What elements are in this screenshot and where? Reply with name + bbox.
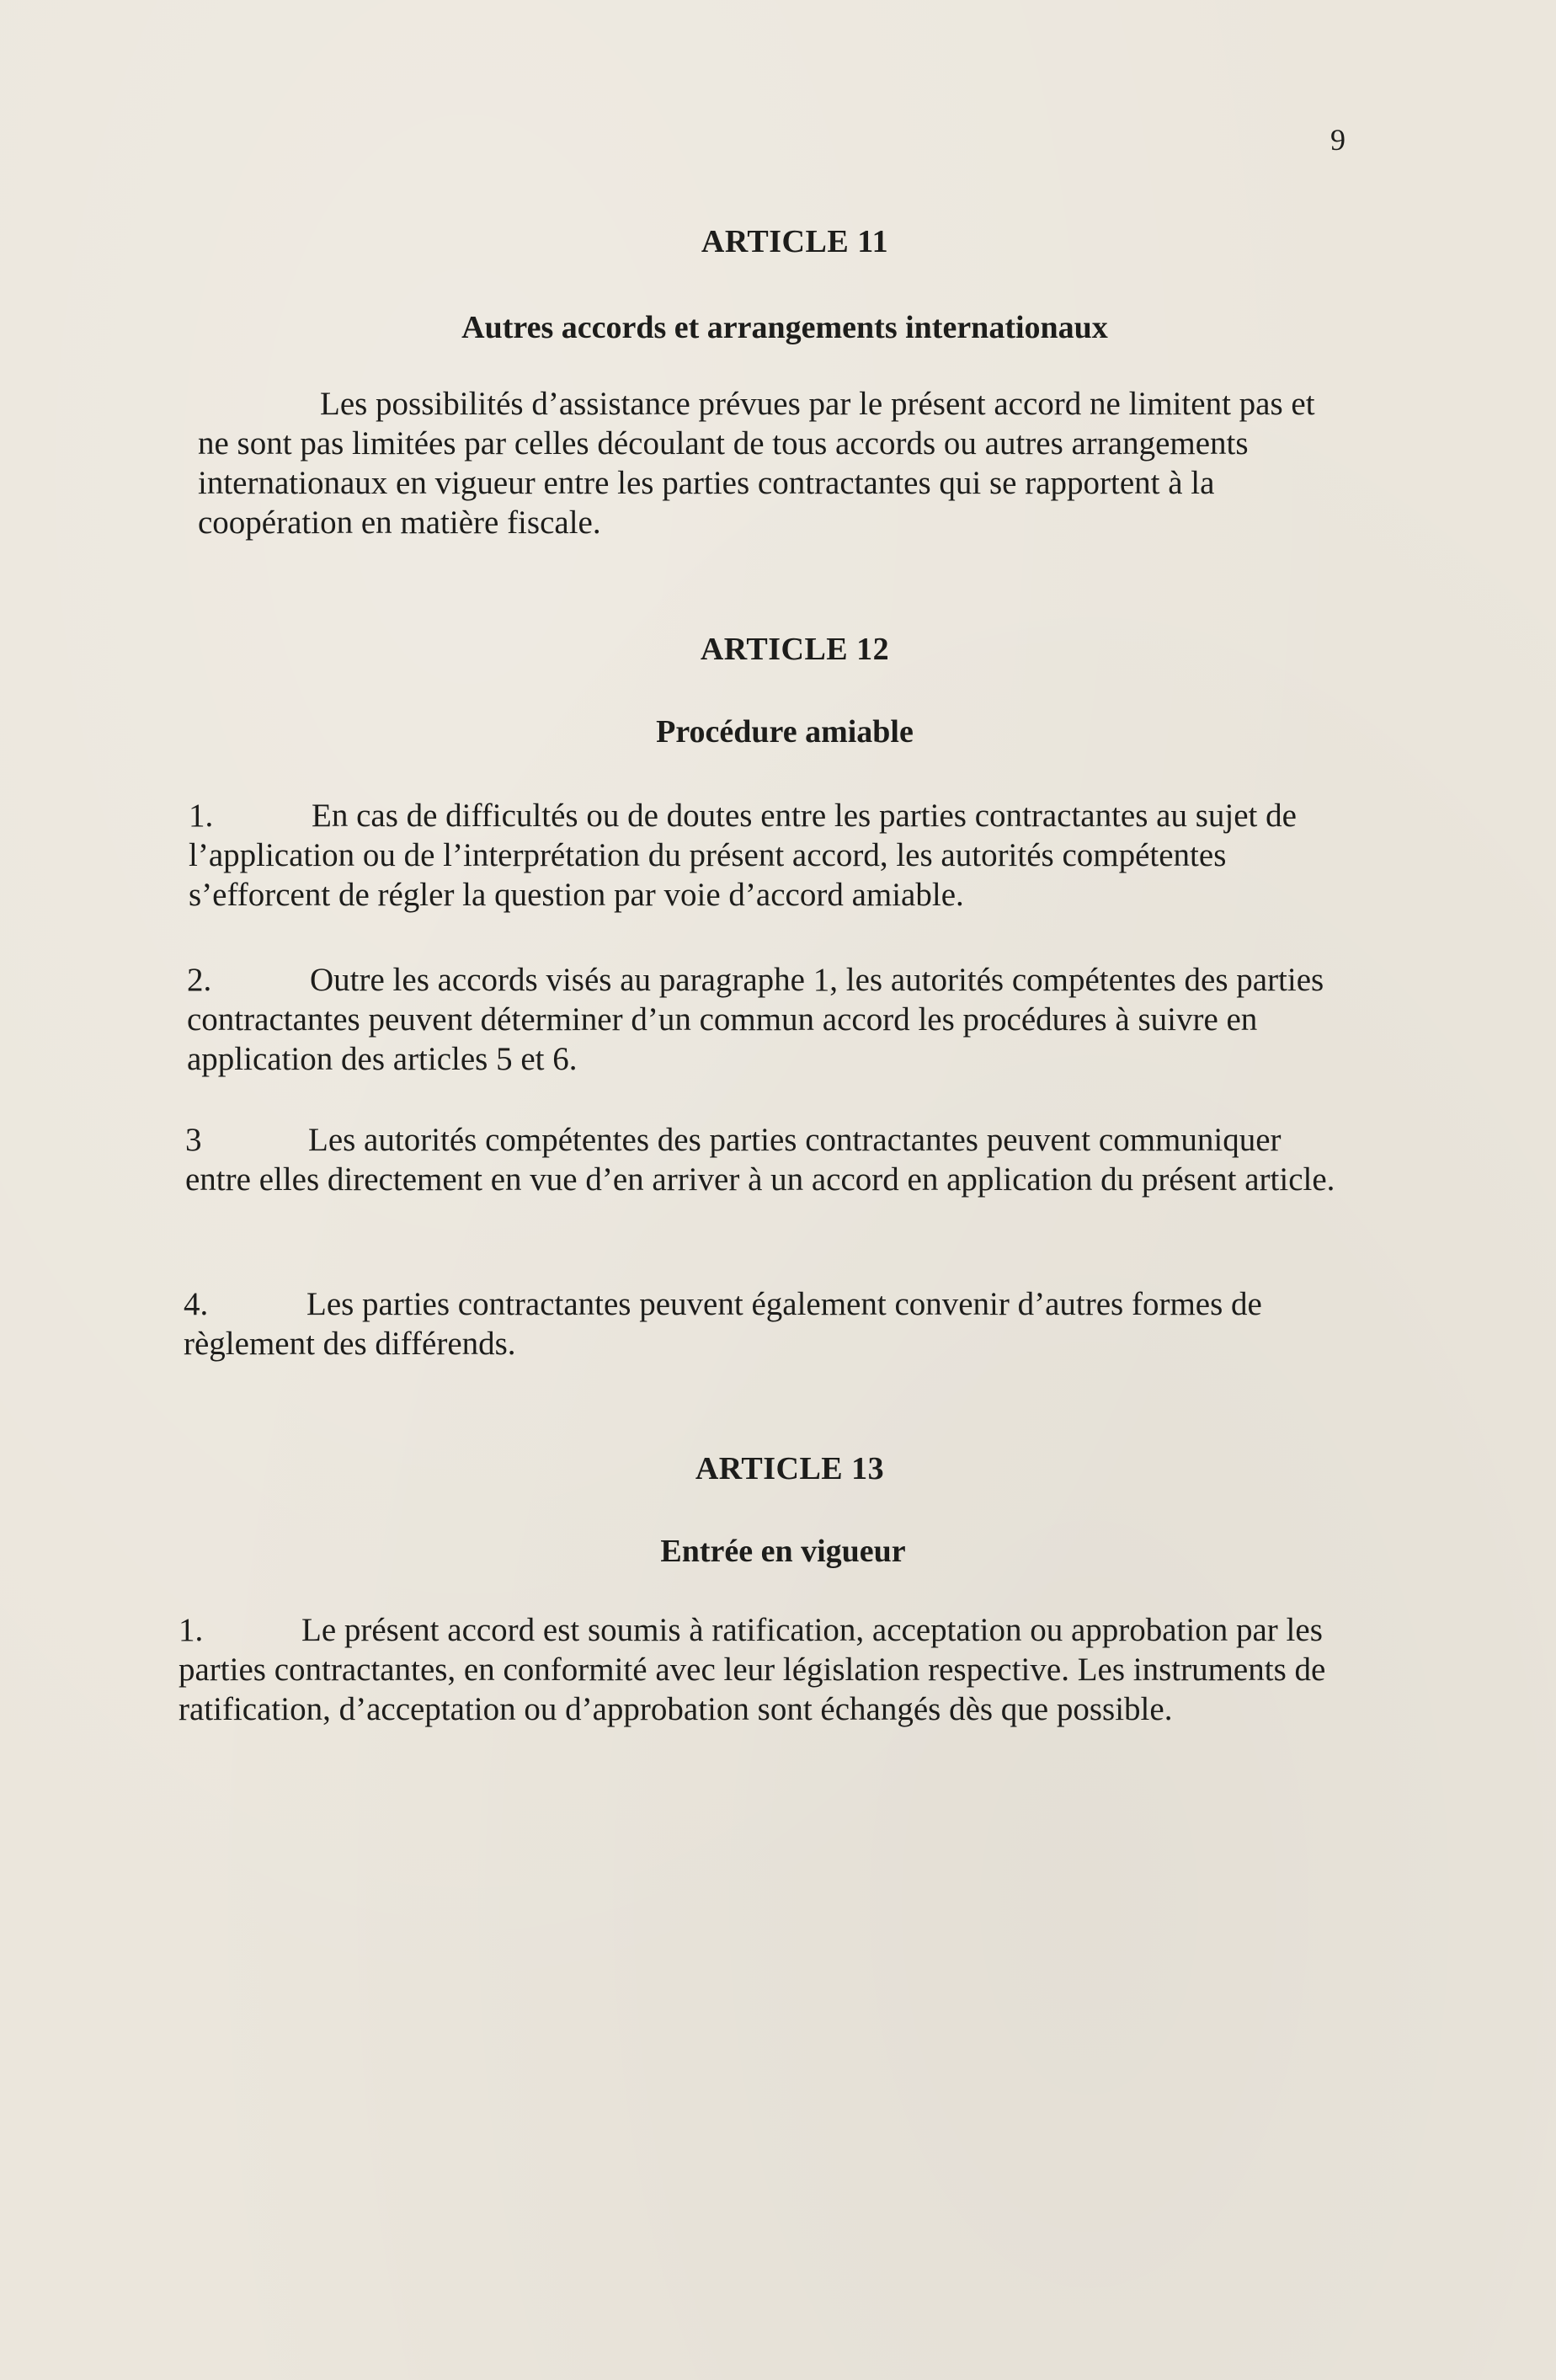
article-12-subtitle: Procédure amiable (656, 714, 914, 750)
article-12-title: ARTICLE 12 (700, 632, 890, 667)
paragraph-number: 2. (187, 962, 212, 998)
paragraph-number: 3 (185, 1122, 202, 1158)
article-11-subtitle: Autres accords et arrangements internationaux (461, 310, 1108, 345)
paragraph-number: 4. (184, 1286, 209, 1322)
paragraph-text: Le présent accord est soumis à ratification, acceptation ou approbation par les parties contractantes, en conformité avec leur législation respective. Les instruments de ratification, d’acceptation ou d’approbation sont échangés dès que possible. (179, 1612, 1326, 1727)
article-11-paragraph: Les possibilités d’assistance prévues par le présent accord ne limitent pas et ne sont pas limitées par celles découlant de tous accords ou autres arrangements internationaux en vigueur entre les parties contractantes qui se rapportent à la coopération en matière fiscale. (198, 386, 1315, 541)
article-12-paragraph-1 (189, 796, 1342, 915)
paragraph-text: En cas de difficultés ou de doutes entre les parties contractantes au sujet de l’application ou de l’interprétation du présent accord, les autorités compétentes s’efforcent de régler la question par voie d’accord amiable. (189, 798, 1297, 913)
article-13-subtitle: Entrée en vigueur (660, 1534, 906, 1569)
paragraph-text: Les autorités compétentes des parties contractantes peuvent communiquer entre elles directement en vue d’en arriver à un accord en application du présent article. (185, 1122, 1335, 1198)
paragraph-text: Les parties contractantes peuvent également convenir d’autres formes de règlement des différends. (184, 1286, 1262, 1362)
paragraph-text: Outre les accords visés au paragraphe 1, les autorités compétentes des parties contractantes peuvent déterminer d’un commun accord les procédures à suivre en application des articles 5 et 6. (187, 962, 1324, 1077)
article-12-paragraph-3 (185, 1120, 1339, 1199)
article-13-title: ARTICLE 13 (695, 1451, 885, 1486)
article-12-paragraph-2 (187, 960, 1340, 1079)
article-13-paragraph-1 (179, 1610, 1332, 1729)
paragraph-number: 1. (189, 798, 214, 834)
article-11-title: ARTICLE 11 (701, 224, 889, 259)
page-number: 9 (1330, 123, 1346, 157)
article-12-paragraph-4 (184, 1284, 1337, 1363)
paragraph-number: 1. (179, 1612, 204, 1648)
